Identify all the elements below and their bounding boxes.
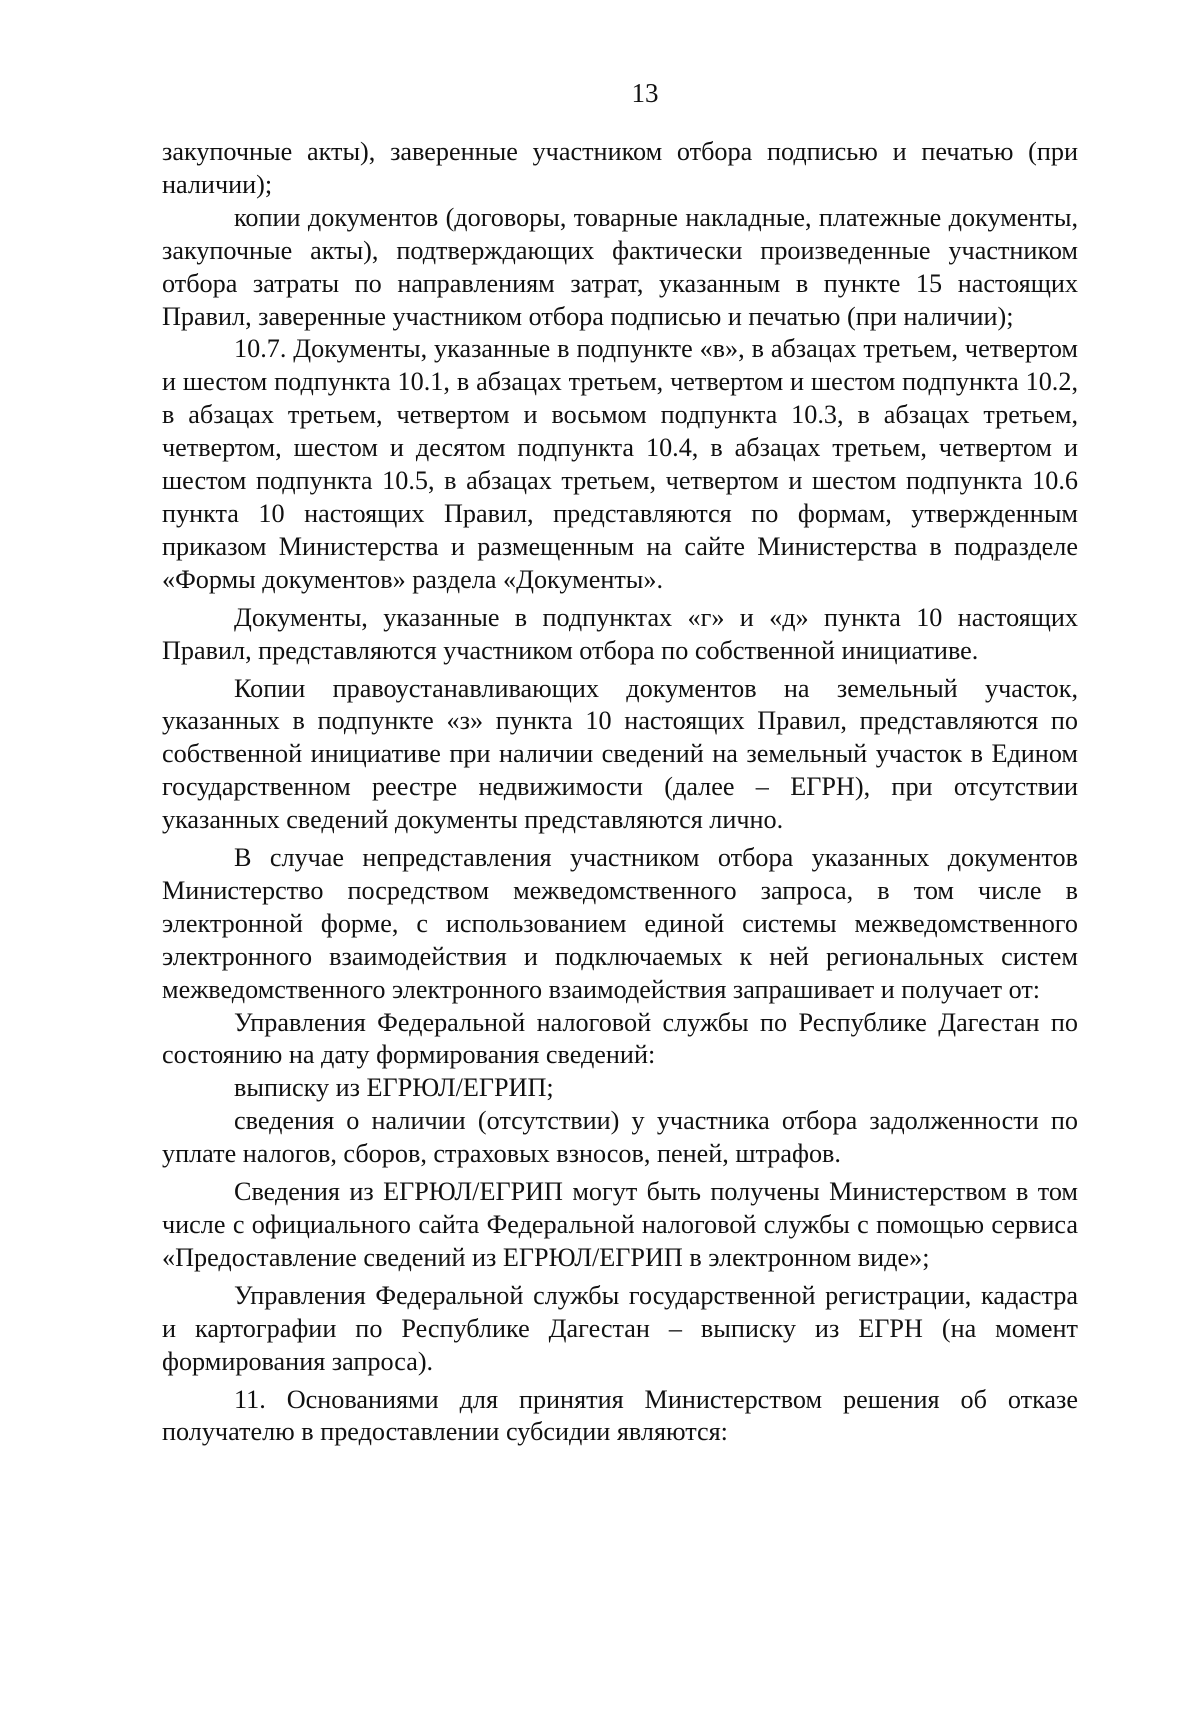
paragraph-egrul-extract: выписку из ЕГРЮЛ/ЕГРИП; xyxy=(234,1073,554,1103)
paragraph-11-refusal: 11. Основаниями для принятия Министерством решения об отказе получателю в предоставлении субсидии являются: xyxy=(162,1384,1078,1447)
paragraph-continuation: закупочные акты), заверенные участником отбора подписью и печатью (при наличии); xyxy=(162,137,1078,199)
paragraph-rosreestr: Управления Федеральной службы государственной регистрации, кадастра и картографии по Республике Дагестан – выписку из ЕГРН (на момент формирования запроса). xyxy=(162,1280,1078,1376)
document-body xyxy=(162,136,1078,1449)
page-number: 13 xyxy=(631,78,659,108)
paragraph-optional-documents: Документы, указанные в подпунктах «г» и «д» пункта 10 настоящих Правил, представляются участником отбора по собственной инициативе. xyxy=(162,602,1078,665)
paragraph-tax-service: Управления Федеральной налоговой службы по Республике Дагестан по состоянию на дату формирования сведений: xyxy=(162,1007,1078,1070)
paragraph-egrul-online: Сведения из ЕГРЮЛ/ЕГРИП могут быть получены Министерством в том числе с официального сайта Федеральной налоговой службы с помощью сервиса «Предоставление сведений из ЕГРЮЛ/ЕГРИП в электронном виде»; xyxy=(162,1177,1078,1272)
paragraph-interagency-request: В случае непредставления участником отбора указанных документов Министерство посредством межведомственного запроса, в том числе в электронной форме, с использованием единой системы межведомственного электронного взаимодействия и подключаемых к ней региональных систем межведомственного электронного взаимодействия запрашивает и получает от: xyxy=(162,843,1078,1004)
paragraph-land-documents: Копии правоустанавливающих документов на земельный участок, указанных в подпункте «з» пункта 10 настоящих Правил, представляются по собственной инициативе при наличии сведений на земельный участок в Едином государственном реестре недвижимости (далее – ЕГРН), при отсутствии указанных сведений документы представляются лично. xyxy=(162,673,1078,835)
paragraph-10-7: 10.7. Документы, указанные в подпункте «в», в абзацах третьем, четвертом и шестом подпункта 10.1, в абзацах третьем, четвертом и шестом подпункта 10.2, в абзацах третьем, четвертом и восьмом подпункта 10.3, в абзацах третьем, четвертом, шестом и десятом подпункта 10.4, в абзацах третьем, четвертом и шестом подпункта 10.5, в абзацах третьем, четвертом и шестом подпункта 10.6 пункта 10 настоящих Правил, представляются по формам, утвержденным приказом Министерства и размещенным на сайте Министерства в подразделе «Формы документов» раздела «Документы». xyxy=(162,334,1078,594)
paragraph-debt-info: сведения о наличии (отсутствии) у участника отбора задолженности по уплате налогов, сборов, страховых взносов, пеней, штрафов. xyxy=(162,1106,1078,1169)
paragraph-expense-documents: копии документов (договоры, товарные накладные, платежные документы, закупочные акты), подтверждающих фактически произведенные участником отбора затраты по направлениям затрат, указанным в пункте 15 настоящих Правил, заверенные участником отбора подписью и печатью (при наличии); xyxy=(162,202,1078,331)
